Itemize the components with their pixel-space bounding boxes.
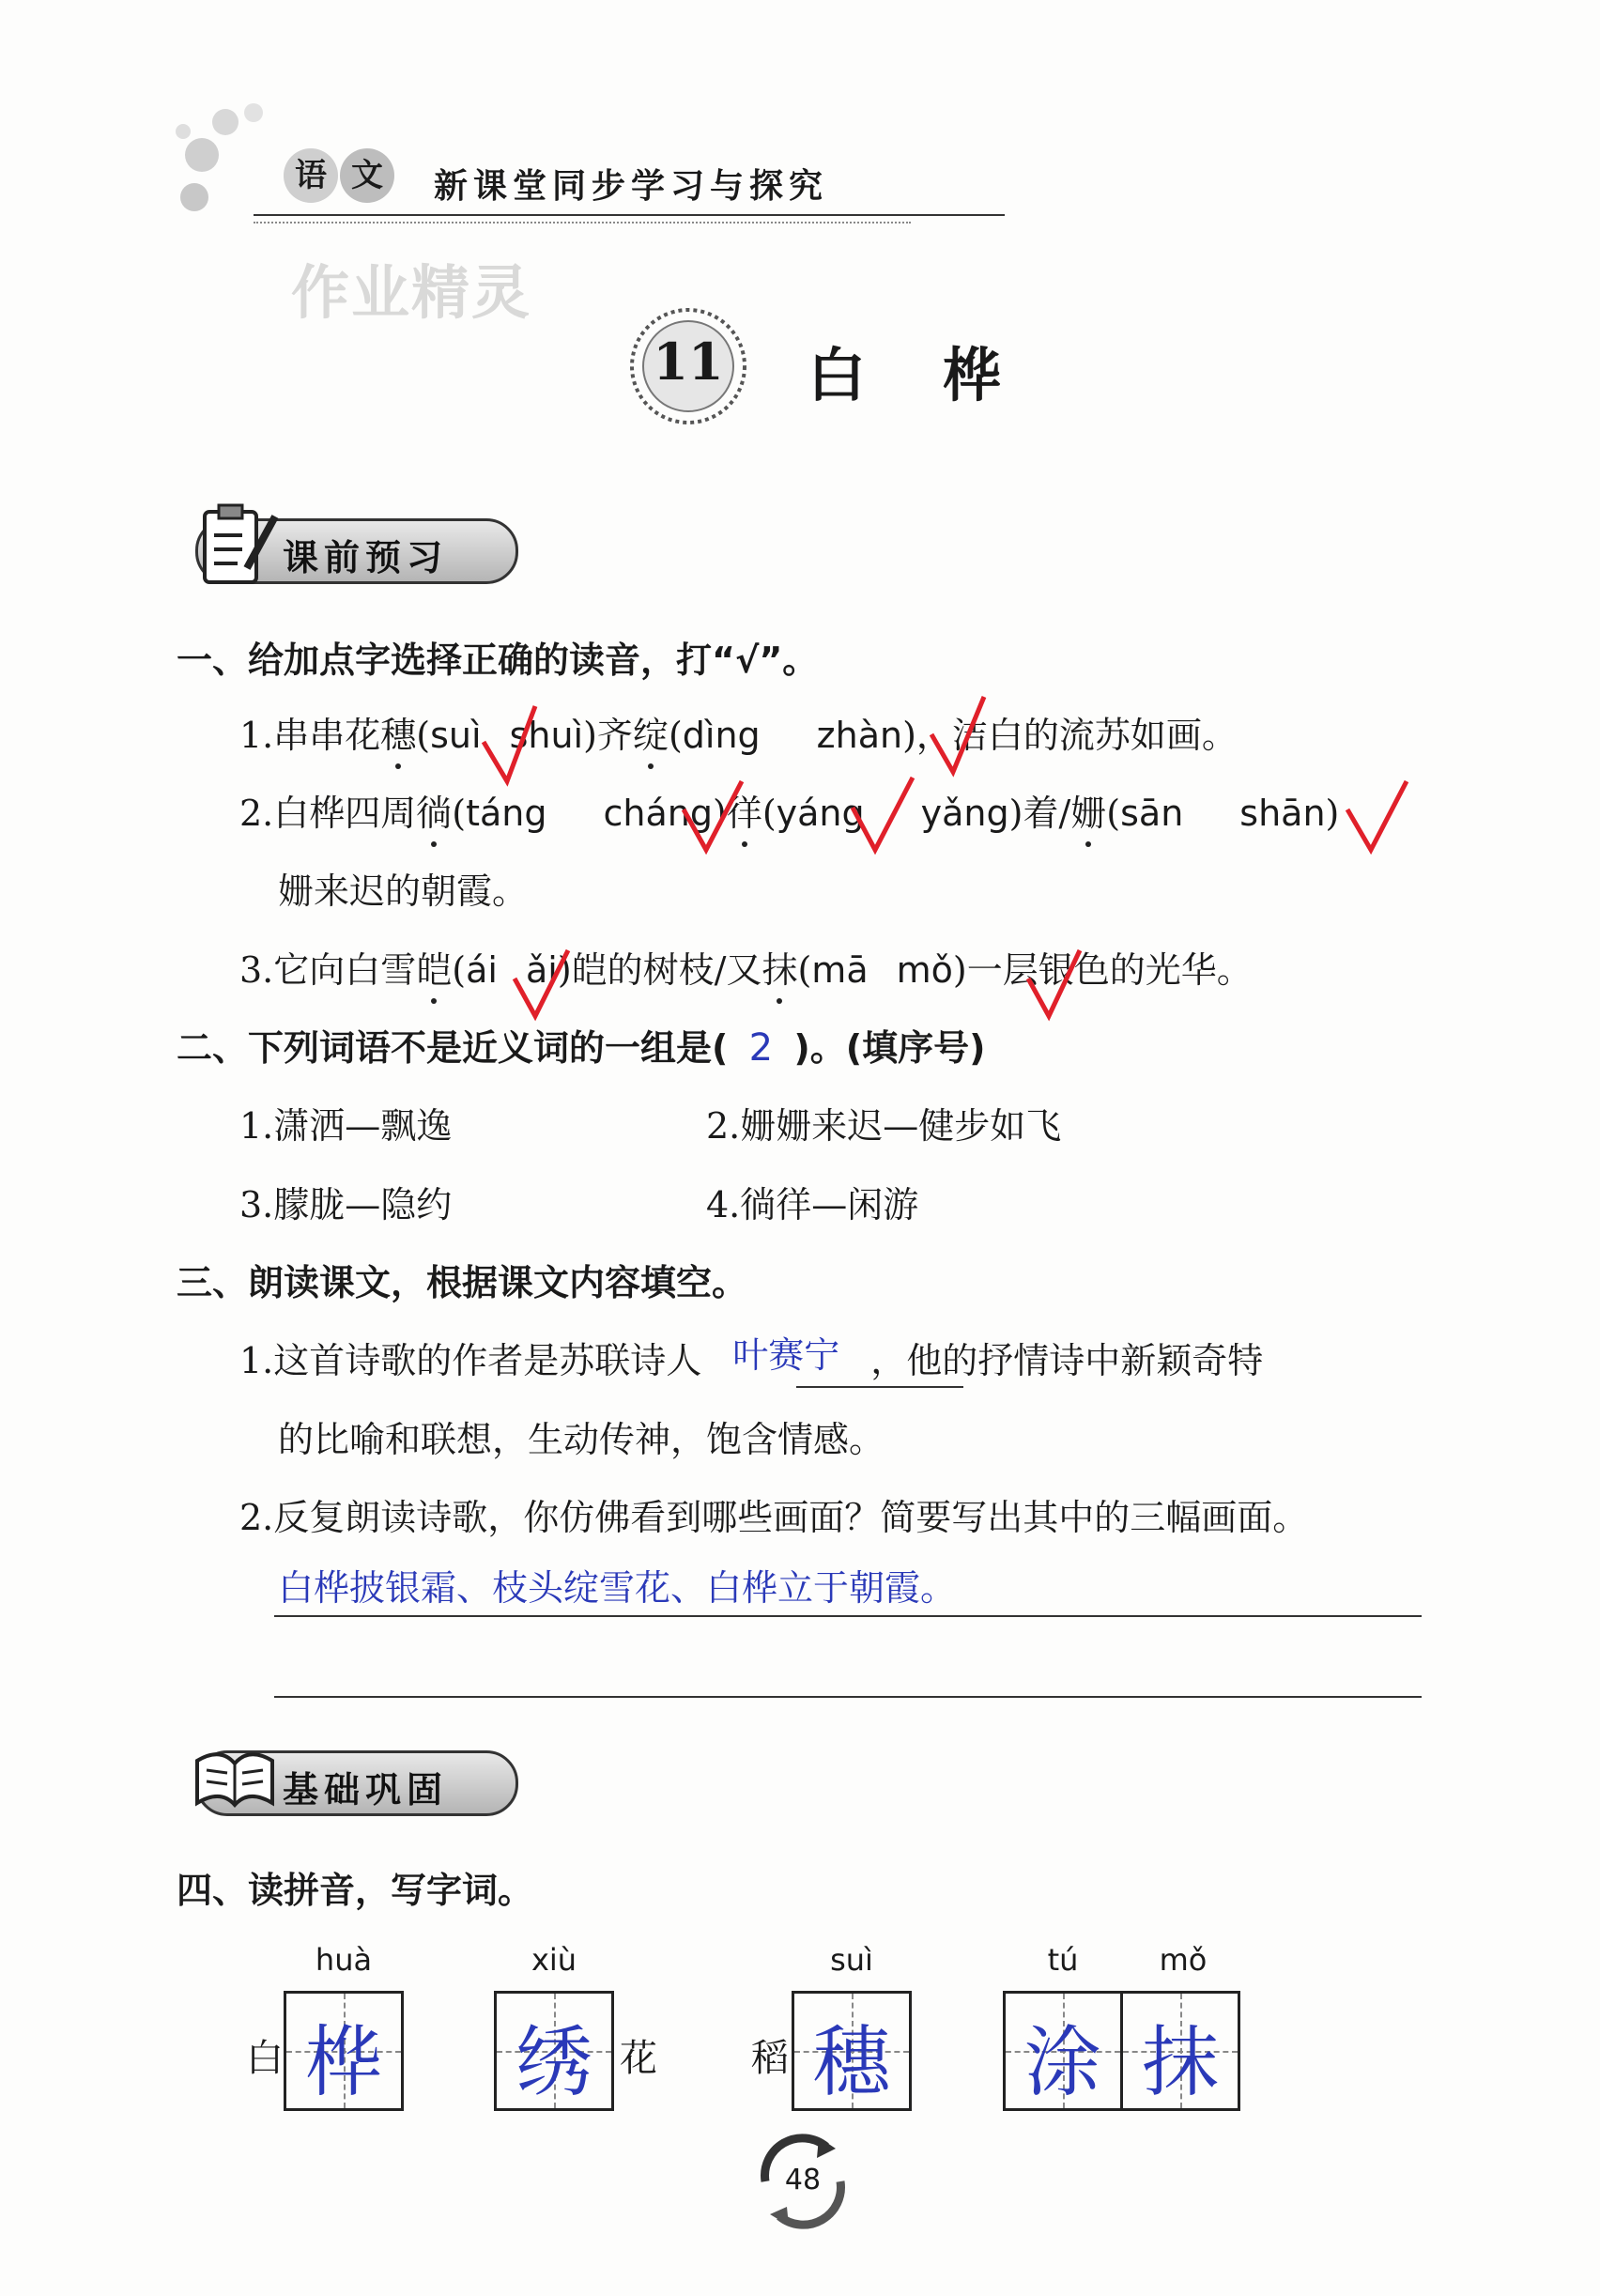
- q3-answer-underline: [796, 1386, 963, 1388]
- handwritten-char: 桦: [304, 2018, 382, 2107]
- check-mark: [853, 778, 913, 850]
- answer-line: [274, 1615, 1422, 1617]
- section-title: 课前预习: [283, 537, 449, 578]
- check-marks: [0, 0, 1600, 1052]
- q1-line3: 3.它向白雪皑(ái ǎi)皑的树枝/又抹(mā mǒ)一层银色的光华。: [239, 941, 1253, 993]
- q2-heading: 二、下列词语不是近义词的一组是( 2 )。(填序号): [177, 1026, 986, 1070]
- dotted-char: 徉: [727, 784, 762, 836]
- dotted-char: 姗: [1070, 784, 1106, 836]
- check-mark: [684, 781, 742, 850]
- header-badge-2: 文: [340, 148, 394, 203]
- q4-prefix-3: 稻: [751, 2037, 789, 2080]
- q3-line1-cont: 的比喻和联想，生动传神，饱含情感。: [278, 1419, 885, 1460]
- q4-suffix-2: 花: [620, 2037, 657, 2080]
- check-mark: [1028, 950, 1080, 1016]
- handwritten-char: 抹: [1141, 2018, 1219, 2107]
- dotted-char: 皑: [416, 941, 452, 993]
- q1-line1: 1.串串花穗(suì shuì)齐绽(dìng zhàn)，洁白的流苏如画。: [239, 706, 1238, 758]
- dotted-char: 徜: [416, 784, 452, 836]
- q2-answer: 2: [748, 1026, 774, 1070]
- q4-prefix-1: 白: [246, 2037, 284, 2080]
- pinyin-label: mǒ: [1159, 1942, 1208, 1978]
- dotted-char: 抹: [762, 941, 797, 993]
- handwritten-char: 穗: [812, 2018, 890, 2107]
- q3-answer-2: 白桦披银霜、枝头绽雪花、白桦立于朝霞。: [278, 1567, 957, 1609]
- q3-line2: 2.反复朗读诗歌，你仿佛看到哪些画面？简要写出其中的三幅画面。: [239, 1497, 1309, 1538]
- writing-grid: [1003, 1991, 1123, 2111]
- q2-option-2: 2.姗姗来迟—健步如飞: [706, 1105, 1062, 1147]
- check-mark: [484, 706, 535, 781]
- q3-answer-1: 叶赛宁: [732, 1334, 840, 1376]
- handwritten-char: 绣: [515, 2018, 592, 2107]
- lesson-number: 11: [653, 331, 724, 392]
- section-title: 基础巩固: [283, 1769, 449, 1811]
- check-mark: [1347, 781, 1407, 850]
- page-number: 48: [784, 2164, 822, 2196]
- pinyin-label: xiù: [531, 1942, 577, 1978]
- page-number-badge: [751, 2130, 854, 2233]
- header-badge-1: 语: [284, 148, 338, 203]
- book-icon: [188, 1737, 282, 1822]
- q2-option-4: 4.徜徉—闲游: [706, 1184, 919, 1225]
- writing-grid: [1120, 1991, 1240, 2111]
- q3-line1: 1.这首诗歌的作者是苏联诗人 叶赛宁 ，他的抒情诗中新颖奇特: [239, 1332, 1263, 1383]
- q1-heading: 一、给加点字选择正确的读音，打“√”。: [177, 639, 819, 681]
- pinyin-label: huà: [315, 1942, 373, 1978]
- writing-grid: [792, 1991, 912, 2111]
- q1-line2: 2.白桦四周徜(táng cháng)徉(yáng yǎng)着/姗(sān shān): [239, 784, 1339, 836]
- pinyin-label: tú: [1047, 1942, 1079, 1978]
- q2-option-3: 3.朦胧—隐约: [239, 1184, 453, 1225]
- book-title: 新课堂同步学习与探究: [434, 166, 829, 206]
- check-mark: [515, 950, 568, 1016]
- writing-grid: [494, 1991, 614, 2111]
- dotted-char: 穗: [380, 706, 416, 758]
- q2-option-1: 1.潇洒—飘逸: [239, 1105, 453, 1147]
- check-mark: [931, 697, 984, 772]
- lesson-title: 白 桦: [808, 341, 1011, 409]
- dotted-char: 绽: [633, 706, 669, 758]
- writing-grid: [284, 1991, 404, 2111]
- pinyin-label: suì: [830, 1942, 873, 1978]
- q1-line2-cont: 姗来迟的朝霞。: [278, 871, 529, 912]
- handwritten-char: 涂: [1023, 2018, 1101, 2107]
- q4-heading: 四、读拼音，写字词。: [177, 1870, 534, 1911]
- q3-heading: 三、朗读课文，根据课文内容填空。: [177, 1262, 748, 1303]
- watermark: 作业精灵: [291, 258, 532, 327]
- answer-line: [274, 1696, 1422, 1698]
